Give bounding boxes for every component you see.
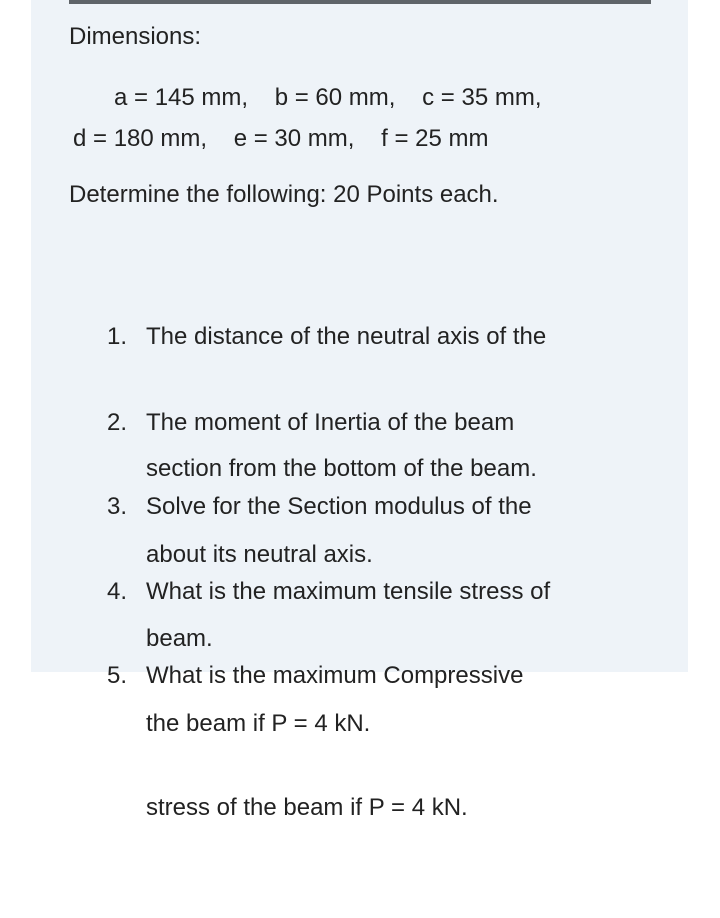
instruction-text: Determine the following: 20 Points each.: [69, 181, 499, 208]
question-text: What is the maximum Compressive: [146, 662, 524, 689]
top-divider: [69, 0, 651, 4]
dimensions-line-2: d = 180 mm, e = 30 mm, f = 25 mm: [73, 125, 489, 152]
question-text-continued: about its neutral axis.: [146, 541, 373, 568]
question-number: 4.: [107, 578, 128, 605]
question-text-continued: section from the bottom of the beam.: [146, 455, 537, 482]
question-number: 3.: [107, 493, 128, 520]
question-text-continued: beam.: [146, 625, 213, 652]
question-number: 2.: [107, 409, 128, 436]
question-text: The distance of the neutral axis of the: [146, 323, 547, 350]
question-number: 5.: [107, 662, 128, 689]
question-text-continued: stress of the beam if P = 4 kN.: [146, 794, 468, 821]
question-text: What is the maximum tensile stress of: [146, 578, 551, 605]
question-text-continued: the beam if P = 4 kN.: [146, 710, 371, 737]
dimensions-heading: Dimensions:: [69, 23, 202, 50]
dimensions-line-1: a = 145 mm, b = 60 mm, c = 35 mm,: [114, 84, 542, 111]
question-text: The moment of Inertia of the beam: [146, 409, 515, 436]
question-5: [107, 566, 523, 918]
question-text: Solve for the Section modulus of the: [146, 493, 532, 520]
question-number: 1.: [107, 323, 128, 350]
